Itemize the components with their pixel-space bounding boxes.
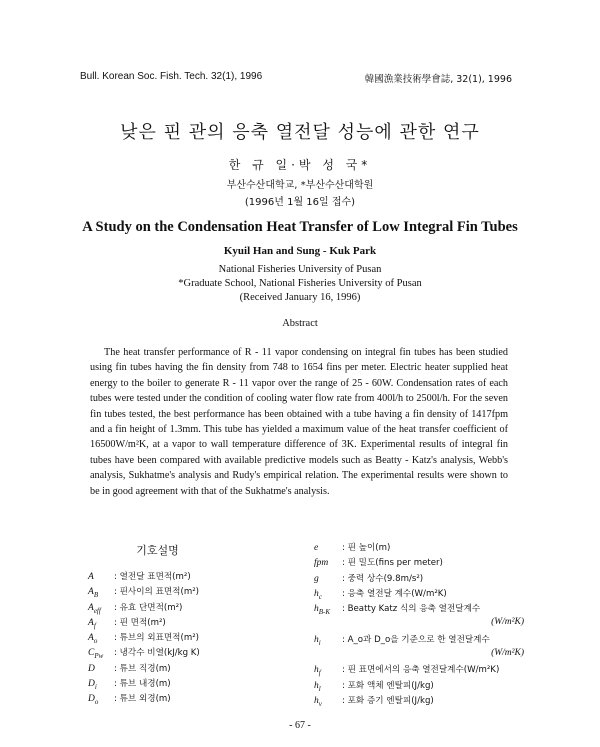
nomenclature-row [314, 694, 524, 709]
nomenclature-definition: : A_o과 D_o을 기준으로 한 열전달계수 [342, 634, 490, 645]
nomenclature-definition: : Beatty Katz 식의 응축 열전달계수 [342, 604, 481, 615]
korean-title: 낮은 핀 관의 응축 열전달 성능에 관한 연구 [120, 122, 480, 143]
korean-authors: 한 규 일·박 성 국* [228, 158, 372, 172]
nomenclature-definition: : 튜브 내경(m) [114, 679, 171, 690]
nomenclature-row [314, 556, 524, 571]
journal-header-korean: 韓國漁業技術學會誌, 32(1), 1996 [364, 74, 512, 85]
nomenclature-symbol: e [314, 543, 319, 553]
nomenclature-row [88, 631, 293, 646]
nomenclature-symbol: $h_{B-K}$ [314, 604, 331, 617]
nomenclature-row [314, 617, 524, 632]
english-affiliation-2: *Graduate School, National Fisheries University of Pusan [178, 278, 422, 289]
nomenclature-definition: (W/m²K) [491, 648, 524, 659]
nomenclature-row [88, 646, 293, 661]
nomenclature-left-column [88, 570, 293, 708]
nomenclature-definition: : 튜브의 외표면적(m²) [114, 633, 199, 644]
korean-affiliation: 부산수산대학교, *부산수산대학원 [226, 180, 374, 191]
nomenclature-row [88, 662, 293, 677]
nomenclature-definition: : 포화 액체 엔탈피(J/kg) [342, 680, 434, 691]
abstract-body: The heat transfer performance of R - 11 vapor condensing on integral fin tubes has been studied using fin tubes having the fin density from 748 to 1654 fins per meter. Electric heater supplied heat energy to the boiler to generate R - 11 vapor over the range of 25 - 60W. Condensation rates of each tubes were tested under the condition of cooling water flow rate from 400l/h to 2500l/h. For the seven fin tubes tested, the best performance has been obtained with a tube having a fin density of 1417fpm and a fin height of 1.3mm. This tube has yielded a maximum value of the heat transfer coefficient of 16500W/m²K, at a vapor to wall temperature difference of 3K. Experimental results of integral fin tubes have been compared with available predictive models such as Beatty - Katz's analysis, Webb's analysis, Sukhatme's analysis and Rudy's empirical relation. The experimental results were shown to be in good agreement with that of the Sukhatme's analysis. [90, 347, 508, 497]
nomenclature-definition: : 튜브 외경(m) [114, 694, 171, 705]
nomenclature-symbol: fpm [314, 558, 329, 569]
english-title: A Study on the Condensation Heat Transfer of Low Integral Fin Tubes [82, 219, 518, 235]
nomenclature-row [88, 616, 293, 631]
nomenclature-definition: : 응축 열전달 계수(W/m²K) [342, 588, 447, 599]
nomenclature-row [314, 587, 524, 602]
nomenclature-right-column [314, 541, 524, 709]
nomenclature-definition: : 열전달 표면적(m²) [114, 572, 191, 582]
nomenclature-row [314, 602, 524, 617]
nomenclature-symbol: $h_c$ [314, 588, 322, 601]
nomenclature-row [314, 572, 524, 587]
nomenclature-row [88, 601, 293, 616]
nomenclature-symbol: $D_o$ [88, 694, 99, 707]
nomenclature-symbol: $h_v$ [314, 695, 322, 708]
nomenclature-definition: : 핀 표면에서의 응축 열전달계수(W/m²K) [342, 665, 500, 676]
nomenclature-row [88, 677, 293, 692]
nomenclature-row [88, 692, 293, 707]
nomenclature-symbol: g [314, 573, 319, 584]
nomenclature-symbol: $C_{Pw}$ [88, 648, 104, 661]
nomenclature-row [314, 633, 524, 648]
english-authors: Kyuil Han and Sung - Kuk Park [223, 245, 377, 257]
page-number: - 67 - [289, 720, 311, 731]
nomenclature-symbol: A [88, 572, 94, 582]
korean-received-date: (1996년 1월 16일 접수) [244, 197, 356, 208]
nomenclature-row [314, 663, 524, 678]
nomenclature-symbol: $h_f$ [314, 665, 321, 678]
nomenclature-row [88, 585, 293, 600]
nomenclature-symbol: $A_{eff}$ [88, 602, 101, 615]
english-affiliation-1: National Fisheries University of Pusan [218, 264, 382, 275]
journal-header-english: Bull. Korean Soc. Fish. Tech. 32(1), 1996 [80, 71, 263, 82]
nomenclature-definition: : 냉각수 비열(kJ/kg K) [114, 648, 200, 659]
nomenclature-title: 기호설명 [136, 544, 179, 557]
abstract-heading: Abstract [282, 318, 318, 329]
nomenclature-row [88, 570, 293, 585]
nomenclature-row [314, 679, 524, 694]
nomenclature-definition: : 튜브 직경(m) [114, 663, 171, 674]
nomenclature-row [314, 541, 524, 556]
nomenclature-definition: : 핀 밀도(fins per meter) [342, 558, 443, 569]
nomenclature-symbol: $A_f$ [88, 617, 96, 630]
nomenclature-definition: : 포화 증기 엔탈피(J/kg) [342, 695, 434, 706]
nomenclature-symbol: $h_i$ [314, 634, 321, 647]
nomenclature-row [314, 648, 524, 663]
nomenclature-definition: : 핀사이의 표면적(m²) [114, 587, 199, 598]
nomenclature-symbol: $A_B$ [88, 587, 99, 600]
nomenclature-symbol: D [88, 663, 95, 674]
nomenclature-definition: : 핀 높이(m) [342, 543, 391, 553]
nomenclature-definition: : 핀 면적(m²) [114, 617, 166, 628]
nomenclature-definition: : 중력 상수(9.8m/s²) [342, 573, 424, 584]
nomenclature-definition: (W/m²K) [491, 617, 524, 628]
nomenclature-symbol: $h_l$ [314, 680, 321, 693]
english-received-date: (Received January 16, 1996) [239, 292, 361, 303]
nomenclature-symbol: $A_o$ [88, 633, 98, 646]
nomenclature-definition: : 유효 단면적(m²) [114, 602, 183, 613]
nomenclature-symbol: $D_i$ [88, 679, 97, 691]
